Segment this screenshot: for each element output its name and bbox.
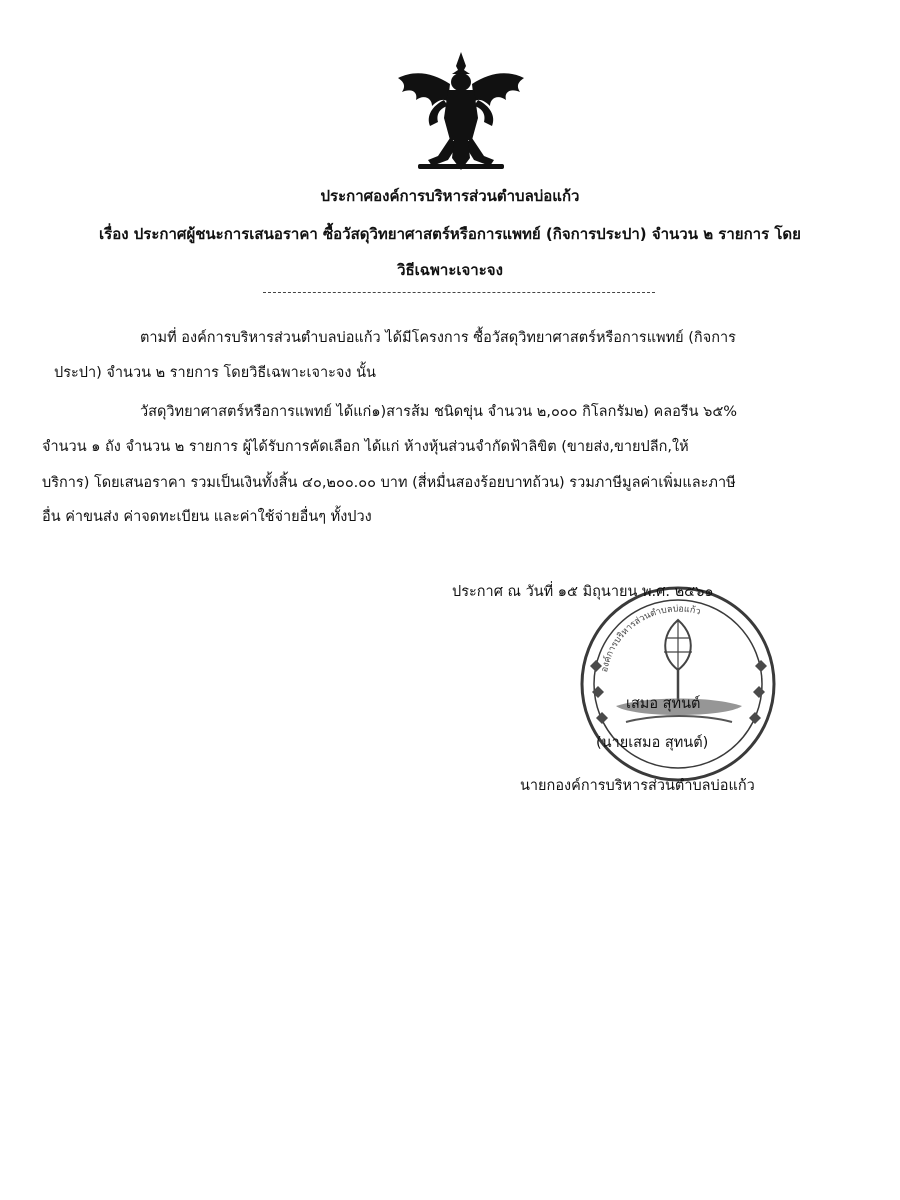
divider-line <box>263 292 655 293</box>
signer-full-name: (นายเสมอ สุทนต์) <box>596 735 709 751</box>
paragraph-2-line-4: อื่น ค่าขนส่ง ค่าจดทะเบียน และค่าใช้จ่ายอื่นๆ ทั้งปวง <box>42 509 372 525</box>
paragraph-2-line-1: วัสดุวิทยาศาสตร์หรือการแพทย์ ได้แก่๑)สารส้ม ชนิดขุ่น จำนวน ๒,๐๐๐ กิโลกรัม๒) คลอรีน ๖๕% <box>140 404 738 420</box>
paragraph-2-line-2: จำนวน ๑ ถัง จำนวน ๒ รายการ ผู้ได้รับการคัดเลือก ได้แก่ ห้างหุ้นส่วนจำกัดฟ้าลิขิต (ขายส่ง,ขายปลีก,ให้ <box>42 439 689 455</box>
paragraph-1-line-1: ตามที่ องค์การบริหารส่วนตำบลบ่อแก้ว ได้มีโครงการ ซื้อวัสดุวิทยาศาสตร์หรือการแพทย์ (กิจการ <box>140 330 736 346</box>
garuda-emblem-icon <box>388 48 534 174</box>
paragraph-1-line-2: ประปา) จำนวน ๒ รายการ โดยวิธีเฉพาะเจาะจง นั้น <box>54 365 376 381</box>
announcement-date: ประกาศ ณ วันที่ ๑๕ มิถุนายน พ.ศ. ๒๕๖๑ <box>452 584 714 600</box>
announcement-subject-line-1: เรื่อง ประกาศผู้ชนะการเสนอราคา ซื้อวัสดุวิทยาศาสตร์หรือการแพทย์ (กิจการประปา) จำนวน ๒ รายการ โดย <box>99 225 801 243</box>
official-seal-icon <box>576 582 781 787</box>
svg-text:องค์การบริหารส่วนตำบลบ่อแก้ว: องค์การบริหารส่วนตำบลบ่อแก้ว <box>599 604 702 674</box>
announcement-subject-line-2: วิธีเฉพาะเจาะจง <box>397 261 503 279</box>
paragraph-2-line-3: บริการ) โดยเสนอราคา รวมเป็นเงินทั้งสิ้น ๔๐,๒๐๐.๐๐ บาท (สี่หมื่นสองร้อยบาทถ้วน) รวมภาษีมูลค่าเพิ่มและภาษี <box>42 475 736 491</box>
signer-signature: เสมอ สุทนต์ <box>626 696 701 712</box>
announcement-header: ประกาศองค์การบริหารส่วนตำบลบ่อแก้ว <box>320 187 580 205</box>
signer-position: นายกองค์การบริหารส่วนตำบลบ่อแก้ว <box>520 778 755 794</box>
